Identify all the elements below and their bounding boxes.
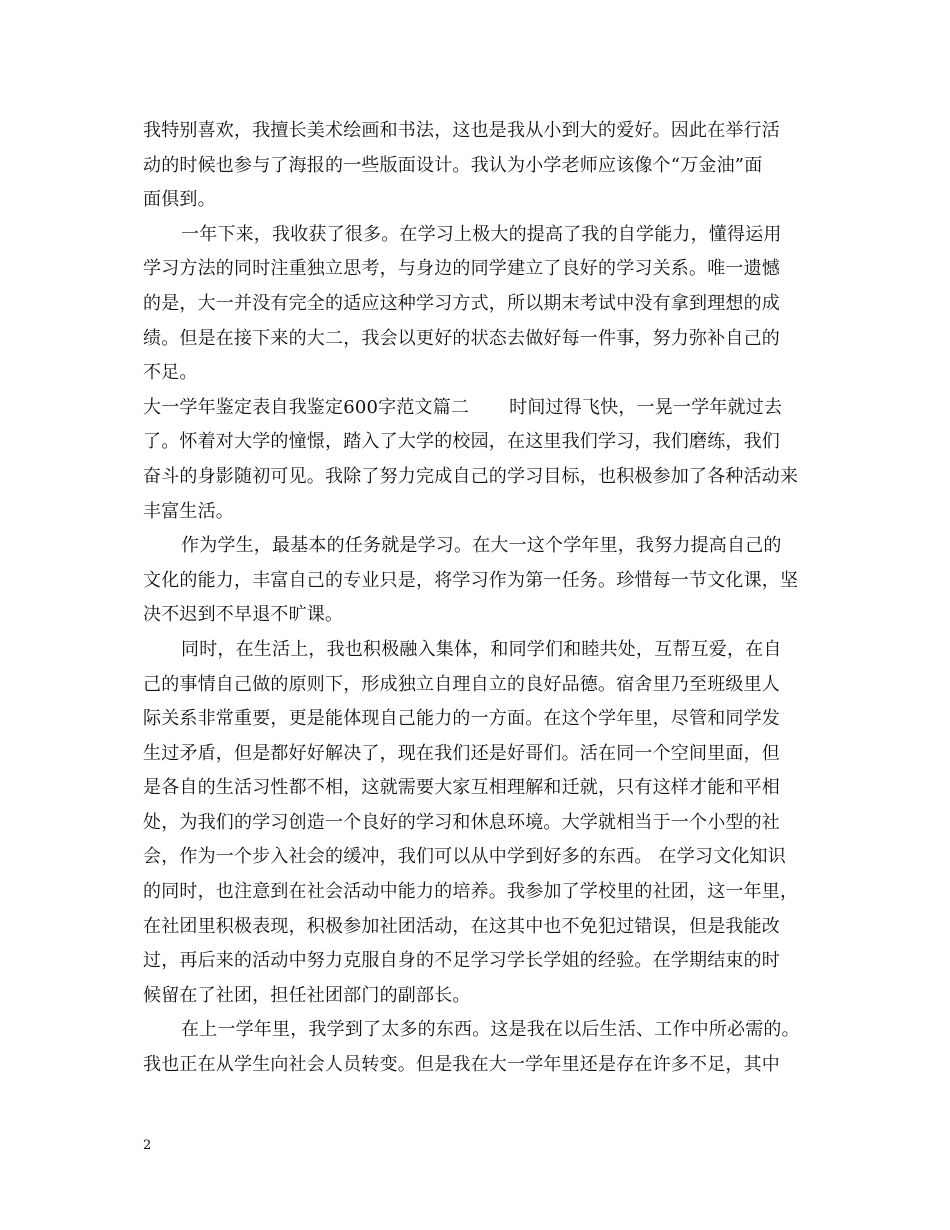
text-line: 我也正在从学生向社会人员转变。但是我在大一学年里还是存在许多不足，其中	[143, 1054, 780, 1076]
text-line: 决不迟到不早退不旷课。	[143, 604, 344, 626]
text-line: 学习方法的同时注重独立思考，与身边的同学建立了良好的学习关系。唯一遗憾	[143, 258, 780, 280]
text-line: 的是，大一并没有完全的适应这种学习方式，所以期末考试中没有拿到理想的成	[143, 292, 780, 314]
text-line: 己的事情自己做的原则下，形成独立自理自立的良好品德。宿舍里乃至班级里人	[143, 673, 780, 695]
text-line: 际关系非常重要，更是能体现自己能力的一方面。在这个学年里，尽管和同学发	[143, 708, 780, 730]
text-line: 面俱到。	[143, 189, 216, 211]
paragraph-start-line: 作为学生，最基本的任务就是学习。在大一这个学年里，我努力提高自己的	[181, 535, 782, 557]
paragraph-start-line: 同时，在生活上，我也积极融入集体，和同学们和睦共处，互帮互爱，在自	[181, 638, 782, 660]
text-line: 了。怀着对大学的憧憬，踏入了大学的校园，在这里我们学习，我们磨练，我们	[143, 431, 780, 453]
text-line: 在社团里积极表现，积极参加社团活动，在这其中也不免犯过错误，但是我能改	[143, 915, 780, 937]
text-line: 丰富生活。	[143, 500, 234, 522]
text-line: 会，作为一个步入社会的缓冲，我们可以从中学到好多的东西。 在学习文化知识	[143, 846, 786, 868]
text-line: 动的时候也参与了海报的一些版面设计。我认为小学老师应该像个“万金油”面	[143, 154, 763, 176]
text-line: 绩。但是在接下来的大二，我会以更好的状态去做好每一件事，努力弥补自己的	[143, 327, 780, 349]
text-line: 的同时，也注意到在社会活动中能力的培养。我参加了学校里的社团，这一年里，	[143, 881, 799, 903]
text-line: 生过矛盾，但是都好好解决了，现在我们还是好哥们。活在同一个空间里面，但	[143, 742, 780, 764]
paragraph-start-line: 一年下来，我收获了很多。在学习上极大的提高了我的自学能力，懂得运用	[181, 223, 782, 245]
text-line: 我特别喜欢，我擅长美术绘画和书法，这也是我从小到大的爱好。因此在举行活	[143, 120, 780, 141]
section-heading-line	[143, 391, 811, 426]
text-line: 不足。	[143, 362, 198, 384]
text-line: 候留在了社团，担任社团部门的副部长。	[143, 984, 471, 1006]
text-line: 是各自的生活习性都不相，这就需要大家互相理解和迁就，只有这样才能和平相	[143, 777, 780, 799]
text-line: 文化的能力，丰富自己的专业只是，将学习作为第一任务。珍惜每一节文化课，坚	[143, 569, 799, 591]
paragraph-start-line: 在上一学年里，我学到了太多的东西。这是我在以后生活、工作中所必需的。	[181, 1019, 800, 1041]
section-heading-title: 大一学年鉴定表自我鉴定600字范文篇二	[143, 396, 470, 418]
section-heading-continuation: 时间过得飞快，一晃一学年就过去	[509, 396, 783, 418]
document-body	[143, 114, 811, 1083]
text-line: 过，再后来的活动中努力克服自身的不足学习学长学姐的经验。在学期结束的时	[143, 950, 780, 972]
text-line: 处，为我们的学习创造一个良好的学习和休息环境。大学就相当于一个小型的社	[143, 811, 780, 833]
text-line: 奋斗的身影随初可见。我除了努力完成自己的学习目标，也积极参加了各种活动来	[143, 465, 799, 487]
page-number: 2	[143, 1138, 152, 1153]
